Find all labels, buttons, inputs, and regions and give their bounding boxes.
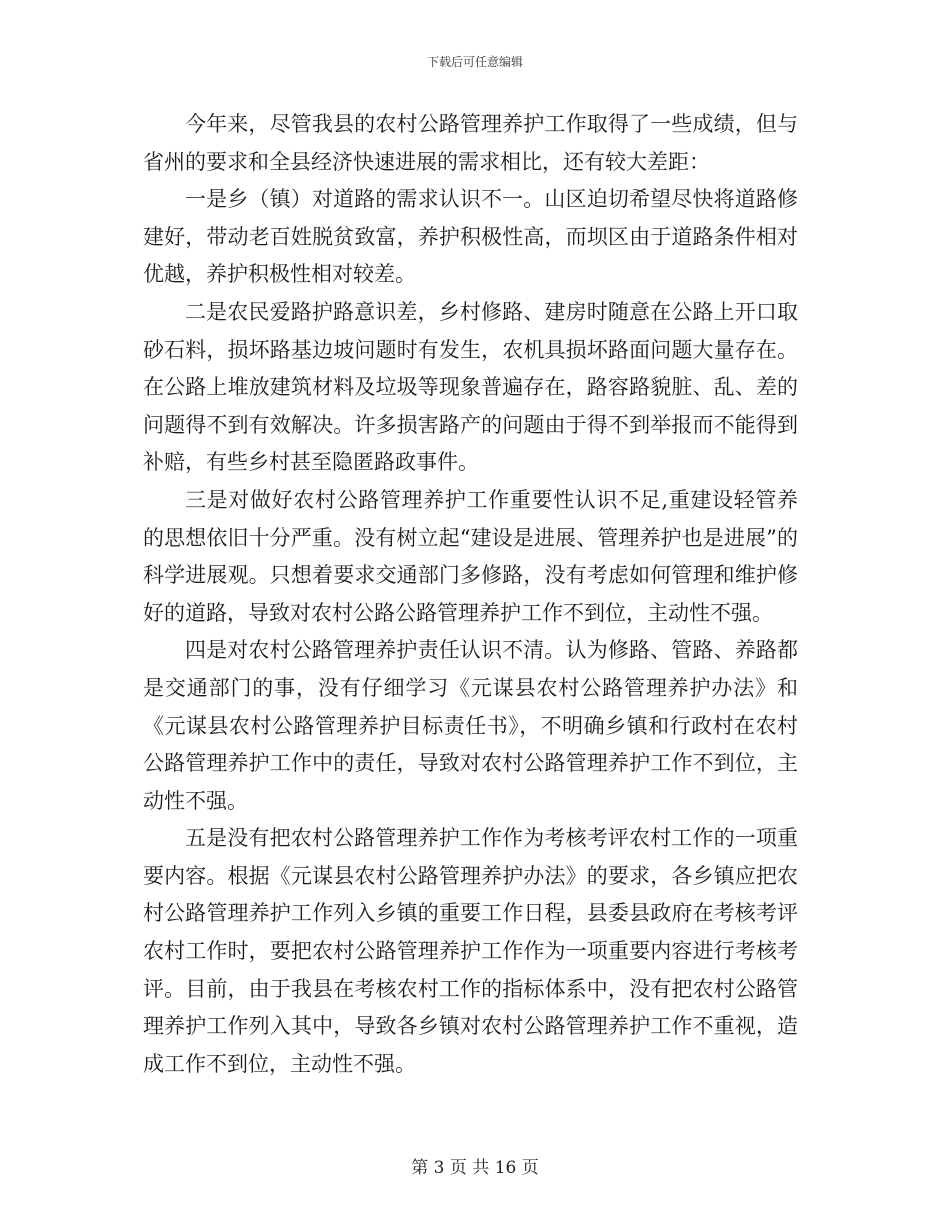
paragraph-point-2: 二是农民爱路护路意识差，乡村修路、建房时随意在公路上开口取砂石料，损坏路基边坡问题时有发生，农机具损坏路面问题大量存在。在公路上堆放建筑材料及垃圾等现象普遍存在，路容路貌脏、乱、差的问题得不到有效解决。许多损害路产的问题由于得不到举报而不能得到补赔，有些乡村甚至隐匿路政事件。 (143, 299, 798, 475)
page-number: 第 3 页 共 16 页 (411, 1158, 539, 1178)
header-note: 下载后可任意编辑 (426, 55, 523, 69)
paragraph-point-5: 五是没有把农村公路管理养护工作作为考核考评农村工作的一项重要内容。根据《元谋县农村公路管理养护办法》的要求，各乡镇应把农村公路管理养护工作列入乡镇的重要工作日程，县委县政府在考核考评农村工作时，要把农村公路管理养护工作作为一项重要内容进行考核考评。目前，由于我县在考核农村工作的指标体系中，没有把农村公路管理养护工作列入其中，导致各乡镇对农村公路管理养护工作不重视，造成工作不到位，主动性不强。 (143, 826, 798, 1076)
document-body (143, 106, 798, 1083)
paragraph-point-4: 四是对农村公路管理养护责任认识不清。认为修路、管路、养路都是交通部门的事，没有仔细学习《元谋县农村公路管理养护办法》和《元谋县农村公路管理养护目标责任书》，不明确乡镇和行政村在农村公路管理养护工作中的责任，导致对农村公路管理养护工作不到位，主动性不强。 (143, 638, 798, 813)
paragraph-point-3: 三是对做好农村公路管理养护工作重要性认识不足,重建设轻管养的思想依旧十分严重。没有树立起“建设是进展、管理养护也是进展”的科学进展观。只想着要求交通部门多修路，没有考虑如何管理和维护修好的道路，导致对农村公路公路管理养护工作不到位，主动性不强。 (143, 487, 798, 625)
paragraph-intro: 今年来，尽管我县的农村公路管理养护工作取得了一些成绩，但与省州的要求和全县经济快速进展的需求相比，还有较大差距： (143, 112, 798, 174)
paragraph-point-1: 一是乡（镇）对道路的需求认识不一。山区迫切希望尽快将道路修建好，带动老百姓脱贫致富，养护积极性高，而坝区由于道路条件相对优越，养护积极性相对较差。 (143, 187, 798, 287)
